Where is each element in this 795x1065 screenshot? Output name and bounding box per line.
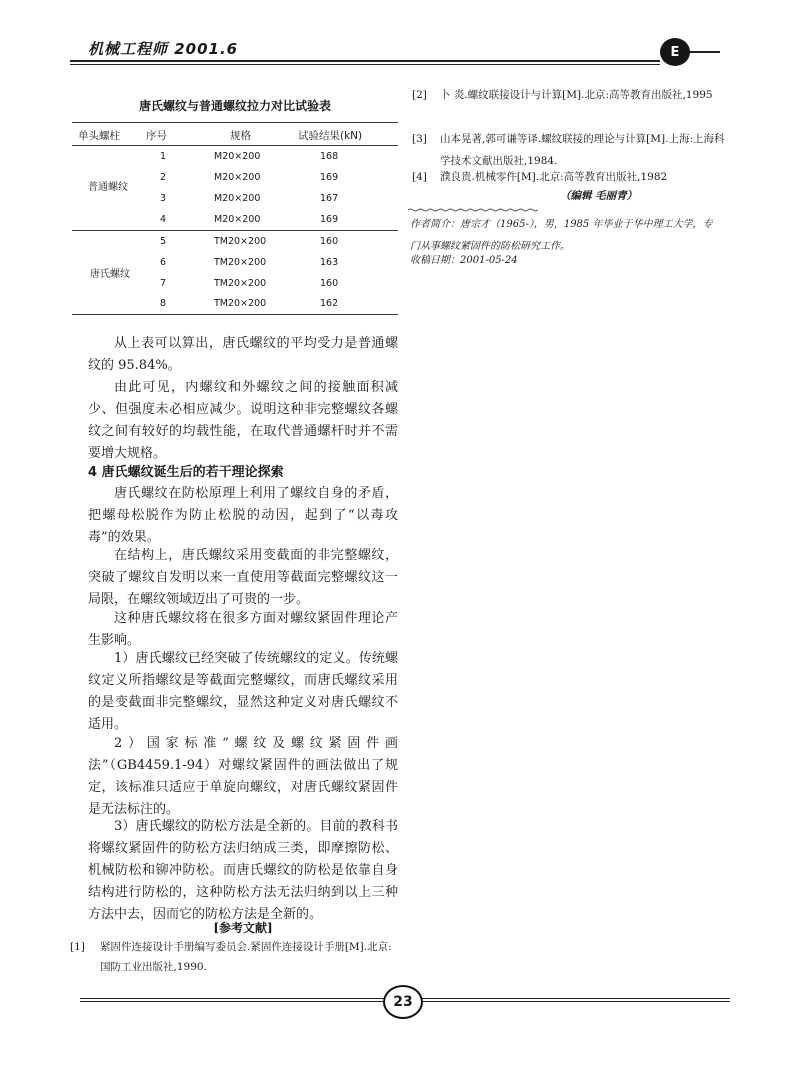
references-heading: [参考文献]: [213, 921, 273, 935]
table-header-rule: [72, 145, 398, 146]
table-cell-result: 168: [320, 151, 339, 162]
editor-credit: （编辑 毛丽青）: [560, 190, 638, 202]
header-rule: [70, 60, 660, 62]
table-header-result: 试验结果(kN): [298, 130, 363, 142]
author-bio: 作者简介：唐宗才（1965-），男，1985 年毕业于华中理工大学，专门从事螺纹紧固件的防松研究工作。: [410, 219, 713, 252]
table-cell-no: 7: [160, 278, 167, 289]
group-label-ordinary: 普通螺纹: [88, 182, 128, 193]
paragraph-conclusion: 由此可见，内螺纹和外螺纹之间的接触面积减少、但强度未必相应减少。说明这种非完整螺纹各螺纹之间有较好的均载性能，在取代普通螺杆时并不需要增大规格。: [88, 380, 398, 461]
paragraph-ratio: 从上表可以算出，唐氏螺纹的平均受力是普通螺纹的 95.84%。: [88, 336, 398, 373]
reference-number: [3]: [412, 133, 427, 145]
table-header-bolt: 单头螺柱: [78, 130, 120, 142]
paragraph-point-3: 3）唐氏螺纹的防松方法是全新的。目前的教科书将螺纹紧固件的防松方法归纳成三类，即摩擦防松、机械防松和铆冲防松。而唐氏螺纹的防松是依靠自身结构进行防松的，这种防松方法无法归纳到以上三种方法中去，因而它的防松方法是全新的。: [88, 819, 398, 922]
table-cell-no: 1: [160, 151, 167, 162]
table-cell-result: 167: [320, 193, 339, 204]
header-rule-thin: [70, 64, 660, 65]
table-cell-spec: TM20×200: [214, 278, 267, 289]
reference-text: 山本晃著,郭可谦等译.螺纹联接的理论与计算[M].上海:上海科学技术文献出版社,1984.: [440, 133, 725, 167]
table-cell-no: 2: [160, 172, 167, 183]
table-cell-no: 6: [160, 257, 167, 268]
table-cell-spec: TM20×200: [214, 298, 267, 309]
journal-title: 机械工程师 2001.6: [88, 40, 239, 58]
table-cell-no: 8: [160, 298, 167, 309]
reference-number: [2]: [412, 89, 427, 101]
table-cell-no: 5: [160, 236, 167, 247]
table-cell-no: 4: [160, 214, 167, 225]
table-top-rule: [72, 122, 398, 123]
table-cell-spec: TM20×200: [214, 236, 267, 247]
reference-number: [4]: [412, 171, 427, 183]
reference-number: [1]: [70, 941, 85, 953]
paragraph-point-2: 2）国家标准“螺纹及螺纹紧固件画法”（GB4459.1-94）对螺纹紧固件的画法做出了规定，该标准只适应于单旋向螺纹，对唐氏螺纹紧固件是无法标注的。: [88, 736, 398, 817]
table-cell-result: 169: [320, 214, 339, 225]
table-cell-spec: M20×200: [214, 172, 261, 183]
table-cell-spec: M20×200: [214, 214, 261, 225]
reference-text: 卜 炎.螺纹联接设计与计算[M].北京:高等教育出版社,1995: [440, 89, 713, 101]
table-cell-result: 169: [320, 172, 339, 183]
table-cell-spec: M20×200: [214, 193, 261, 204]
paragraph-impact: 这种唐氏螺纹将在很多方面对螺纹紧固件理论产生影响。: [88, 611, 398, 648]
table-cell-spec: M20×200: [214, 151, 261, 162]
group-label-tang: 唐氏螺纹: [90, 269, 130, 280]
table-header-spec: 规格: [230, 130, 251, 142]
paragraph-point-1: 1）唐氏螺纹已经突破了传统螺纹的定义。传统螺纹定义所指螺纹是等截面完整螺纹，而唐氏螺纹采用的是变截面非完整螺纹，显然这种定义对唐氏螺纹不适用。: [88, 651, 398, 732]
paragraph-structure: 在结构上，唐氏螺纹采用变截面的非完整螺纹，突破了螺纹自发明以来一直使用等截面完整螺纹这一局限，在螺纹领域迈出了可贵的一步。: [88, 548, 398, 607]
table-cell-result: 160: [320, 278, 339, 289]
table-cell-no: 3: [160, 193, 167, 204]
table-cell-spec: TM20×200: [214, 257, 267, 268]
header-rule-right: [690, 51, 720, 53]
table-cell-result: 160: [320, 236, 339, 247]
table-bottom-rule: [72, 314, 398, 315]
wavy-divider: [408, 208, 538, 212]
section-heading-4: 4 唐氏螺纹诞生后的若干理论探索: [88, 465, 284, 480]
table-title: 唐氏螺纹与普通螺纹拉力对比试验表: [138, 99, 331, 113]
table-header-no: 序号: [146, 130, 167, 142]
table-group-rule: [72, 230, 398, 231]
page-number: 23: [383, 985, 423, 1019]
table-cell-result: 163: [320, 257, 339, 268]
journal-badge-icon: E: [660, 38, 690, 66]
reference-text: 紧固件连接设计手册编写委员会.紧固件连接设计手册[M].北京:国防工业出版社,1990.: [100, 941, 392, 973]
received-date: 收稿日期：2001-05-24: [410, 255, 518, 266]
table-cell-result: 162: [320, 298, 339, 309]
reference-text: 濮良贵.机械零件[M].北京:高等教育出版社,1982: [440, 171, 668, 183]
paragraph-principle: 唐氏螺纹在防松原理上利用了螺纹自身的矛盾，把螺母松脱作为防止松脱的动因，起到了“以毒攻毒”的效果。: [88, 486, 398, 545]
